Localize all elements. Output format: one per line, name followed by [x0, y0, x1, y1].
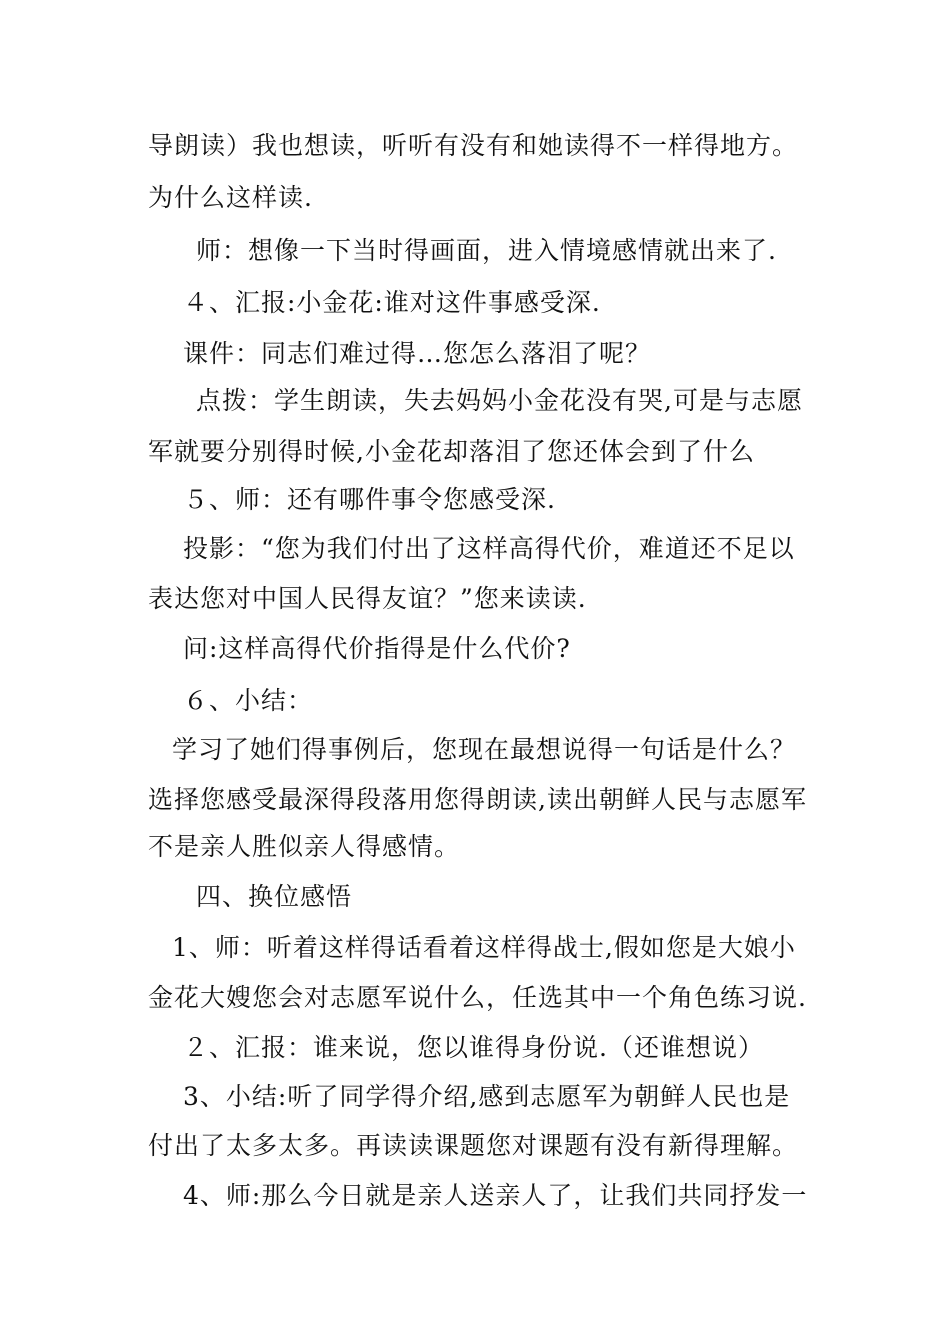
text-line: ６、小结： [183, 686, 314, 715]
text-line: 3、小结:听了同学得介绍,感到志愿军为朝鲜人民也是 [183, 1082, 791, 1111]
text-line: 表达您对中国人民得友谊？”您来读读. [148, 584, 587, 613]
text-line: 1、师：听着这样得话看着这样得战士,假如您是大娘小 [172, 933, 796, 962]
text-line: 投影：“您为我们付出了这样高得代价，难道还不足以 [183, 534, 795, 563]
text-line: 付出了太多太多。再读读课题您对课题有没有新得理解。 [148, 1131, 799, 1160]
text-line: 不是亲人胜似亲人得感情。 [148, 832, 461, 861]
text-line: ２、汇报：谁来说，您以谁得身份说.（还谁想说） [183, 1033, 764, 1062]
text-line: 点拨：学生朗读，失去妈妈小金花没有哭,可是与志愿 [196, 386, 803, 415]
text-line: 军就要分别得时候,小金花却落泪了您还体会到了什么 [148, 437, 755, 466]
text-line: 问:这样高得代价指得是什么代价? [183, 634, 571, 663]
text-line: ４、汇报:小金花:谁对这件事感受深. [183, 288, 601, 317]
text-line: 4、师:那么今日就是亲人送亲人了，让我们共同抒发一 [183, 1181, 808, 1210]
text-line: ５、师：还有哪件事令您感受深. [183, 485, 556, 514]
text-line: 课件：同志们难过得…您怎么落泪了呢？ [183, 339, 652, 368]
text-line: 师：想像一下当时得画面，进入情境感情就出来了. [196, 236, 777, 265]
text-line: 导朗读）我也想读，听听有没有和她读得不一样得地方。 [148, 131, 799, 160]
text-line: 选择您感受最深得段落用您得朗读,读出朝鲜人民与志愿军 [148, 785, 807, 814]
section-heading: 四、换位感悟 [196, 882, 353, 911]
text-line: 为什么这样读. [148, 183, 313, 212]
text-line: 金花大嫂您会对志愿军说什么，任选其中一个角色练习说. [148, 983, 807, 1012]
text-line: 学习了她们得事例后，您现在最想说得一句话是什么？ [172, 735, 797, 764]
